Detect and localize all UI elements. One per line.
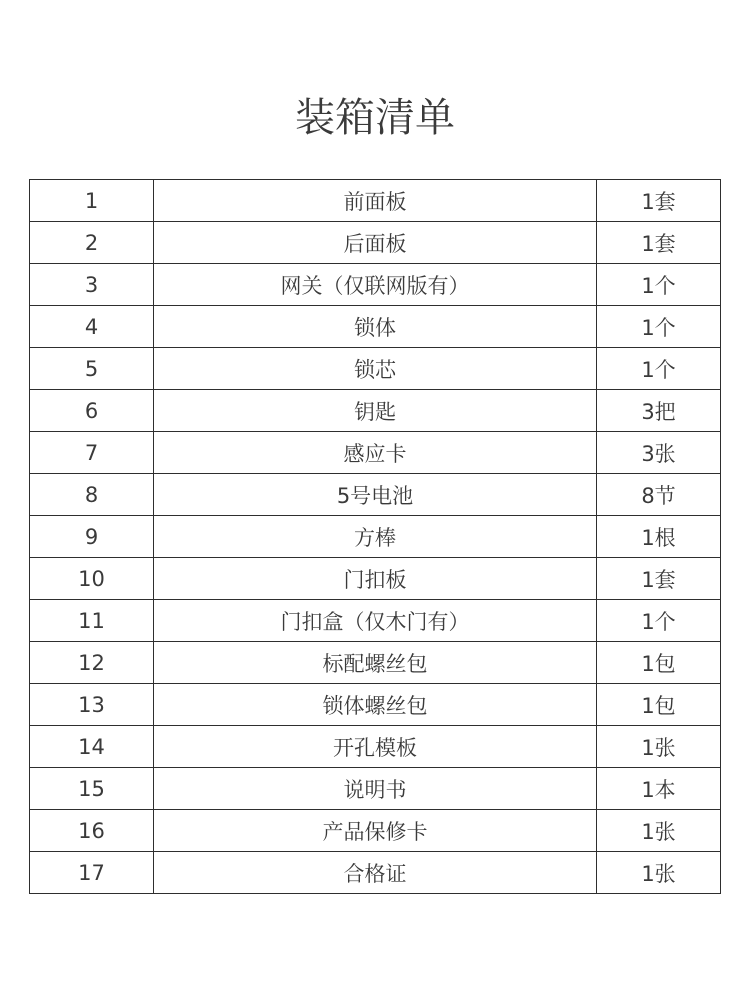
table-row	[30, 684, 721, 726]
item-quantity-cell: 1张	[597, 726, 721, 768]
item-name-cell: 合格证	[154, 852, 597, 894]
item-quantity-cell: 1张	[597, 810, 721, 852]
item-quantity-cell: 1套	[597, 222, 721, 264]
table-row	[30, 768, 721, 810]
item-number-cell: 2	[30, 222, 154, 264]
item-number-cell: 1	[30, 180, 154, 222]
item-name-cell: 门扣盒（仅木门有）	[154, 600, 597, 642]
item-name-cell: 前面板	[154, 180, 597, 222]
item-number-cell: 10	[30, 558, 154, 600]
item-name-cell: 后面板	[154, 222, 597, 264]
table-row	[30, 180, 721, 222]
item-number-cell: 8	[30, 474, 154, 516]
item-name-cell: 锁芯	[154, 348, 597, 390]
table-row	[30, 222, 721, 264]
item-quantity-cell: 1本	[597, 768, 721, 810]
item-number-cell: 6	[30, 390, 154, 432]
table-row	[30, 348, 721, 390]
item-quantity-cell: 1包	[597, 642, 721, 684]
item-number-cell: 17	[30, 852, 154, 894]
page-title: 装箱清单	[295, 95, 455, 141]
item-quantity-cell: 1个	[597, 348, 721, 390]
item-name-cell: 锁体	[154, 306, 597, 348]
item-name-cell: 说明书	[154, 768, 597, 810]
item-quantity-cell: 1个	[597, 264, 721, 306]
item-number-cell: 13	[30, 684, 154, 726]
item-number-cell: 12	[30, 642, 154, 684]
table-row	[30, 306, 721, 348]
item-number-cell: 9	[30, 516, 154, 558]
item-quantity-cell: 1根	[597, 516, 721, 558]
table-row	[30, 558, 721, 600]
table-row	[30, 600, 721, 642]
table-row	[30, 726, 721, 768]
item-number-cell: 14	[30, 726, 154, 768]
item-name-cell: 锁体螺丝包	[154, 684, 597, 726]
item-quantity-cell: 1套	[597, 180, 721, 222]
item-quantity-cell: 3张	[597, 432, 721, 474]
item-quantity-cell: 3把	[597, 390, 721, 432]
item-name-cell: 门扣板	[154, 558, 597, 600]
item-name-cell: 产品保修卡	[154, 810, 597, 852]
table-row	[30, 642, 721, 684]
item-name-cell: 感应卡	[154, 432, 597, 474]
item-name-cell: 5号电池	[154, 474, 597, 516]
item-number-cell: 7	[30, 432, 154, 474]
table-row	[30, 810, 721, 852]
table-row	[30, 474, 721, 516]
item-number-cell: 3	[30, 264, 154, 306]
item-number-cell: 5	[30, 348, 154, 390]
packing-list-body	[30, 180, 721, 894]
table-row	[30, 390, 721, 432]
item-quantity-cell: 1包	[597, 684, 721, 726]
table-row	[30, 516, 721, 558]
item-quantity-cell: 8节	[597, 474, 721, 516]
table-row	[30, 432, 721, 474]
item-quantity-cell: 1套	[597, 558, 721, 600]
item-quantity-cell: 1张	[597, 852, 721, 894]
item-quantity-cell: 1个	[597, 306, 721, 348]
item-number-cell: 15	[30, 768, 154, 810]
item-name-cell: 钥匙	[154, 390, 597, 432]
item-name-cell: 方棒	[154, 516, 597, 558]
item-name-cell: 开孔模板	[154, 726, 597, 768]
packing-list-table	[29, 179, 721, 894]
item-number-cell: 16	[30, 810, 154, 852]
item-number-cell: 11	[30, 600, 154, 642]
table-row	[30, 852, 721, 894]
item-quantity-cell: 1个	[597, 600, 721, 642]
table-row	[30, 264, 721, 306]
item-name-cell: 网关（仅联网版有）	[154, 264, 597, 306]
item-name-cell: 标配螺丝包	[154, 642, 597, 684]
item-number-cell: 4	[30, 306, 154, 348]
